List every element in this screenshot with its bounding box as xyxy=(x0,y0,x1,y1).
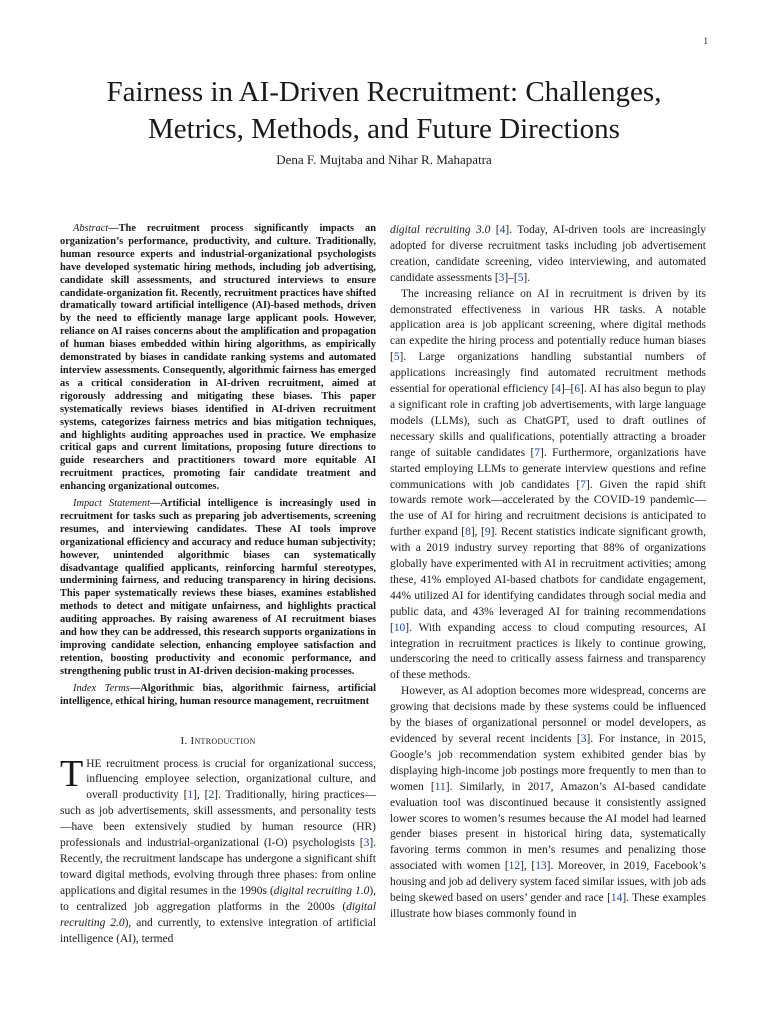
citation-link[interactable]: 7 xyxy=(580,478,586,491)
intro-paragraph-1-continued: digital recruiting 3.0 [4]. Today, AI-driven tools are increasingly adopted for diverse recruitment tasks including job advertisement creation, candidate screening, video interviewing, and automated candidate assessments [3]–[5]. xyxy=(390,224,707,284)
right-column xyxy=(390,223,706,923)
citation-link[interactable]: 3 xyxy=(363,837,370,850)
citation-link[interactable]: 7 xyxy=(534,446,541,459)
intro-first-word: HE xyxy=(86,757,102,770)
intro-p1-text-f: . Today, AI-driven tools are increasingly adopted for diverse recruitment tasks including job advertisement creation, candidate screening, video interviewing, and automated candidate assessments xyxy=(390,224,707,284)
intro-p3-text-e: . These examples illustrate how biases commonly found in xyxy=(390,892,707,920)
citation-link[interactable]: 5 xyxy=(517,271,524,284)
citation-link[interactable]: 4 xyxy=(555,383,561,396)
citation-link[interactable]: 4 xyxy=(499,224,506,236)
intro-p2-text-a: The increasing reliance on AI in recruitment is driven by its demonstrated effectiveness in various HR tasks. A notable application area is job applicant screening, where digital methods can expedite the hiring process and potentially reduce human biases xyxy=(390,287,706,348)
intro-p1-text-d: ), to centralized job aggregation platforms in the 2000s ( xyxy=(60,884,376,913)
paper-title: Fairness in AI-Driven Recruitment: Challenges, Metrics, Methods, and Future Directions xyxy=(106,76,662,145)
abstract-text: —The recruitment process significantly impacts an organization’s performance, productivity, and culture. Traditionally, human resource experts and industrial-organizational psychologists have developed systematic hiring methods, including job advertising, candidate skill assessments, and structured interviews to ensure candidate-organization fit. Recently, recruitment practices have shifted dramatically toward artificial intelligence (AI)-based methods, driven by the need to efficiently manage large applicant pools. However, reliance on AI raises concerns about the amplification and propagation of human biases embedded within hiring algorithms, as empirically demonstrated by biases in candidate ranking systems and automated interview assessments. Consequently, algorithmic fairness has emerged as a critical consideration in AI-driven recruitment, aimed at rigorously addressing and mitigating these biases. This paper systematically reviews biases identified in AI-driven recruitment systems, categorizes fairness metrics and bias mitigation techniques, and highlights auditing approaches used in practice. We emphasize critical gaps and current limitations, proposing future directions to guide researchers and practitioners toward more equitable AI recruitment practices, promoting fair candidate treatment and enhancing organizational outcomes. xyxy=(60,223,376,493)
intro-p2-text-b: . Large organizations handling substantial numbers of applications increasingly find automated recruitment methods essential for operational efficiency xyxy=(390,351,706,396)
citation-link[interactable]: 13 xyxy=(535,860,547,873)
citation-link[interactable]: 9 xyxy=(484,526,491,539)
citation-link[interactable]: 2 xyxy=(208,789,215,802)
page-number: 1 xyxy=(703,36,708,46)
impact-statement-text: —Artificial intelligence is increasingly used in recruitment for tasks such as preparing job advertisements, screening resumes, and interviewing candidates. These AI tools improve organizational efficiency and accuracy and reduce human subjectivity; however, unintended algorithmic biases can systematically disadvantage qualified applicants, reinforcing harmful stereotypes, undermining fairness, and reducing transparency in hiring decisions. This paper systematically reviews these biases, examines established methods to detect and mitigate unfairness, and highlights practical auditing approaches. By raising awareness of AI recruitment biases and how they can be addressed, this research supports organizations in improving candidate selection, enhancing employee satisfaction and retention, boosting productivity and economic performance, and strengthening public trust in AI-driven decision-making processes. xyxy=(60,498,376,677)
intro-p1-emphasis: digital recruiting 2.0 xyxy=(60,900,376,929)
intro-paragraph-1: THE recruitment process is crucial for organizational success, influencing employee selection, organizational culture, and overall productivity [1], [2]. Traditionally, hiring practices—such as job advertisements, skill assessments, and personality tests—have been extensively studied by human resource (HR) professionals and industrial-organizational (I-O) psychologists [3]. Recently, the recruitment landscape has undergone a significant shift toward digital methods, evolving through three phases: from online applications and digital resumes in the 1990s (digital recruiting 1.0), to centralized job aggregation platforms in the 2000s (digital recruiting 2.0), and currently, to extensive integration of artificial intelligence (AI), termed xyxy=(60,752,376,945)
citation-link[interactable]: 1 xyxy=(187,789,194,802)
citation-link[interactable]: 12 xyxy=(508,860,521,873)
citation-link[interactable]: 3 xyxy=(498,271,505,284)
intro-p1-text-e: ), and currently, to extensive integration of artificial intelligence (AI), termed xyxy=(60,916,376,945)
intro-p2-text-e: . Given the rapid shift towards remote work—accelerated by the COVID-19 pandemic—the use of AI for hiring and recruitment decisions is anticipated to further expand xyxy=(390,478,706,539)
intro-p1-text-b: . Traditionally, hiring practices—such as job advertisements, skill assessments, and personality tests—have been extensively studied by human resource (HR) professionals and industrial-organizational (I-O) psychologists xyxy=(60,789,376,850)
section-number: I. xyxy=(180,734,188,747)
intro-p3-text-a: However, as AI adoption becomes more widespread, concerns are growing that decisions made by these systems could be influenced by the biases of organizational personnel or model developers, as evidenced by several recent incidents xyxy=(390,685,706,745)
drop-cap: T xyxy=(60,752,84,795)
abstract xyxy=(60,223,376,494)
index-terms-text: —Algorithmic bias, algorithmic fairness, artificial intelligence, ethical hiring, human resource management, recruitment xyxy=(60,682,377,707)
abstract-label: Abstract xyxy=(73,223,109,234)
intro-paragraph-3: However, as AI adoption becomes more widespread, concerns are growing that decisions made by these systems could be influenced by the biases of organizational personnel or model developers, as evidenced by several recent incidents [3]. For instance, in 2015, Google’s job recommendation system exhibited gender bias by displaying high-income job postings more frequently to men than to women [11]. Similarly, in 2017, Amazon’s AI-based candidate evaluation tool was discontinued because it consistently assigned lower scores to women’s resumes because the AI model had learned gender biases present in historical hiring data, systematically favoring terms common in men’s resumes and penalizing those associated with women [12], [13]. Moreover, in 2019, Facebook’s housing and job ad delivery system faced similar issues, with job ads being skewed based on users’ gender and race [14]. These examples illustrate how biases commonly found in xyxy=(390,685,707,920)
index-terms-label: Index Terms xyxy=(73,682,130,694)
section-heading-introduction xyxy=(60,735,376,747)
intro-p3-text-b: . For instance, in 2015, Google’s job recommendation system exhibited gender bias by displaying high-income job postings more frequently to men than to women xyxy=(390,733,706,793)
paper-authors: Dena F. Mujtaba and Nihar R. Mahapatra xyxy=(276,152,492,167)
intro-p2-text-f: . Recent statistics indicate significant growth, with a 2019 industry survey reporting that 88% of organizations globally have experimented with AI in recruitment activities; among these, 41% employed AI-based chatbots for candidate engagement, 44% utilized AI for identifying candidates through social media and public data, and 43% leveraged AI for training recommendations xyxy=(390,526,706,618)
intro-paragraph-2: The increasing reliance on AI in recruitment is driven by its demonstrated effectiveness in various HR tasks. A notable application area is job applicant screening, where digital methods can expedite the hiring process and potentially reduce human biases [5]. Large organizations handling substantial numbers of applications increasingly find automated recruitment methods essential for operational efficiency [4]–[6]. AI has also begun to play a significant role in crafting job advertisements, with large language models (LLMs), such as ChatGPT, used to draft outlines of necessary skills and qualifications, potentially attracting a broader range of suitable candidates [7]. Furthermore, organizations have started employing LLMs to generate interview questions and refine communications with job candidates [7]. Given the rapid shift towards remote work—accelerated by the COVID-19 pandemic—the use of AI for hiring and recruitment decisions is anticipated to further expand [8], [9]. Recent statistics indicate significant growth, with a 2019 industry survey reporting that 88% of organizations globally have experimented with AI in recruitment activities; among these, 41% employed AI-based chatbots for candidate engagement, 44% utilized AI for identifying candidates through social media and public data, and 43% leveraged AI for training recommendations [10]. With expanding access to cloud computing resources, AI integration in recruitment practices is likely to continue growing, underscoring the need to critically assess fairness and transparency of these methods. xyxy=(390,287,706,682)
citation-link[interactable]: 3 xyxy=(580,733,587,745)
intro-p1-text-g: . xyxy=(527,271,531,284)
impact-statement xyxy=(60,498,376,679)
intro-p1-emphasis: digital recruiting 1.0 xyxy=(273,884,370,897)
intro-p1-text-c: . Recently, the recruitment landscape has undergone a significant shift toward digital methods, evolving through three phases: from online applications and digital resumes in the 1990s ( xyxy=(60,837,376,897)
citation-link[interactable]: 10 xyxy=(393,621,406,634)
intro-p3-text-d: . Moreover, in 2019, Facebook’s housing and job ad delivery system faced similar issues, with job ads being skewed based on users’ gender and race xyxy=(390,860,706,905)
citation-link[interactable]: 14 xyxy=(610,892,623,905)
intro-p2-text-g: . With expanding access to cloud computing resources, AI integration in recruitment practices is likely to continue growing, underscoring the need to critically assess fairness and transparency of these methods. xyxy=(390,621,706,682)
intro-p1-text-a: recruitment process is crucial for organizational success, influencing employee selection, organizational culture, and overall productivity xyxy=(86,757,376,802)
intro-p1-emphasis: digital recruiting 3.0 xyxy=(390,224,491,236)
left-column xyxy=(60,223,376,947)
citation-link[interactable]: 6 xyxy=(574,383,581,396)
intro-p2-text-d: . Furthermore, organizations have started employing LLMs to generate interview questions and refine communications with job candidates xyxy=(390,446,706,491)
intro-p2-text-c: . AI has also begun to play a significant role in crafting job advertisements, with large language models (LLMs), such as ChatGPT, used to draft outlines of necessary skills and qualifications, potentially attracting a broader range of suitable candidates xyxy=(390,383,706,459)
intro-p3-text-c: . Similarly, in 2017, Amazon’s AI-based candidate evaluation tool was discontinued because it consistently assigned lower scores to women’s resumes because the AI model had learned gender biases present in historical hiring data, systematically favoring terms common in men’s resumes and penalizing those associated with women xyxy=(390,780,707,873)
citation-link[interactable]: 5 xyxy=(393,351,400,364)
citation-link[interactable]: 11 xyxy=(434,780,446,793)
index-terms xyxy=(60,683,376,709)
citation-link[interactable]: 8 xyxy=(465,526,471,539)
section-name: Introduction xyxy=(190,734,256,747)
impact-statement-label: Impact Statement xyxy=(73,498,150,510)
